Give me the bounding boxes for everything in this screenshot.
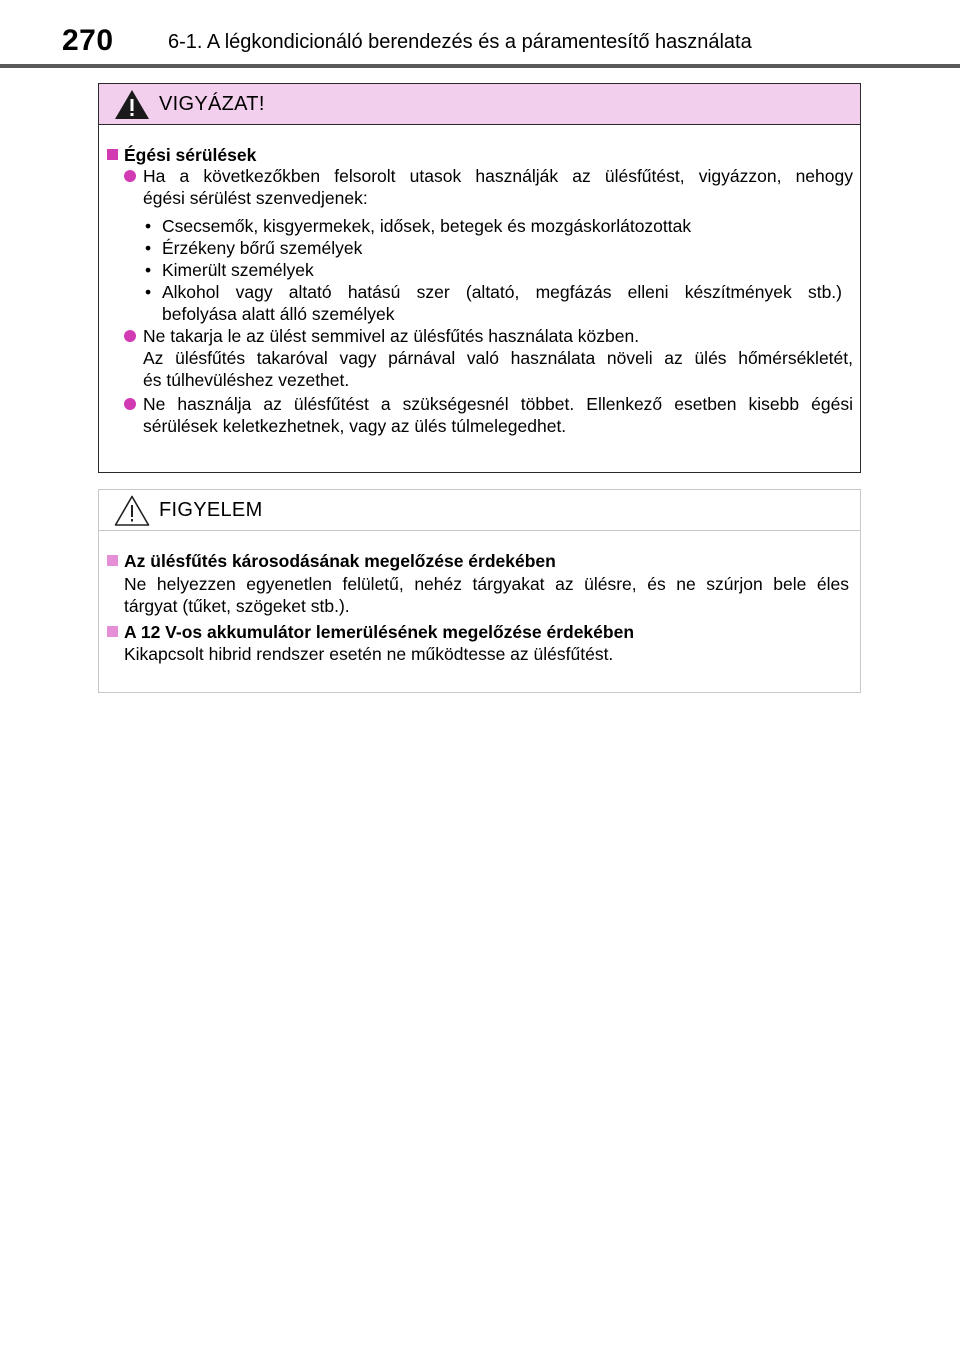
list-bullet: • — [145, 238, 152, 258]
section-square-icon — [107, 555, 118, 566]
item-text: égési sérülést szenvedjenek: — [143, 188, 368, 208]
notice-box — [98, 489, 861, 693]
section-text: Ne helyezzen egyenetlen felületű, nehéz tárgyakat az ülésre, és ne szúrjon bele éles — [124, 574, 849, 594]
notice-title: FIGYELEM — [159, 499, 263, 521]
section-title: Az ülésfűtés károsodásának megelőzése érdekében — [124, 551, 556, 571]
bullet-dot-icon — [124, 398, 136, 410]
notice-box-header — [99, 490, 860, 531]
item-text: sérülések keletkezhetnek, vagy az ülés túlmelegedhet. — [143, 416, 567, 436]
warning-title: VIGYÁZAT! — [159, 93, 265, 115]
bullet-dot-icon — [124, 170, 136, 182]
list-item: Érzékeny bőrű személyek — [162, 238, 363, 258]
caution-triangle-icon — [113, 494, 151, 527]
section-square-icon — [107, 149, 118, 160]
page-number: 270 — [62, 24, 114, 57]
list-item: befolyása alatt álló személyek — [162, 304, 395, 324]
item-text: Az ülésfűtés takaróval vagy párnával való használata növeli az ülés hőmérsékletét, — [143, 348, 853, 368]
list-item: Alkohol vagy altató hatású szer (altató, megfázás elleni készítmények stb.) — [162, 282, 842, 302]
section-text: Kikapcsolt hibrid rendszer esetén ne működtesse az ülésfűtést. — [124, 644, 614, 664]
page-header — [0, 0, 960, 66]
item-text: Ne takarja le az ülést semmivel az ülésfűtés használata közben. — [143, 326, 640, 346]
item-text: és túlhevüléshez vezethet. — [143, 370, 350, 390]
section-square-icon — [107, 626, 118, 637]
chapter-title: 6-1. A légkondicionáló berendezés és a páramentesítő használata — [168, 31, 752, 53]
item-text: Ha a következőkben felsorolt utasok használják az ülésfűtést, vigyázzon, nehogy — [143, 166, 853, 186]
section-text: tárgyat (tűket, szögeket stb.). — [124, 596, 350, 616]
list-bullet: • — [145, 260, 152, 280]
bullet-dot-icon — [124, 330, 136, 342]
list-item: Kimerült személyek — [162, 260, 314, 280]
item-text: Ne használja az ülésfűtést a szükségesnél többet. Ellenkező esetben kisebb égési — [143, 394, 853, 414]
warning-box-header — [99, 84, 860, 125]
warning-box — [98, 83, 861, 473]
list-item: Csecsemők, kisgyermekek, idősek, betegek és mozgáskorlátozottak — [162, 216, 692, 236]
header-divider — [0, 64, 960, 68]
list-bullet: • — [145, 282, 152, 302]
section-title: Égési sérülések — [124, 145, 257, 165]
warning-triangle-icon — [113, 88, 151, 121]
section-title: A 12 V-os akkumulátor lemerülésének megelőzése érdekében — [124, 622, 635, 642]
list-bullet: • — [145, 216, 152, 236]
